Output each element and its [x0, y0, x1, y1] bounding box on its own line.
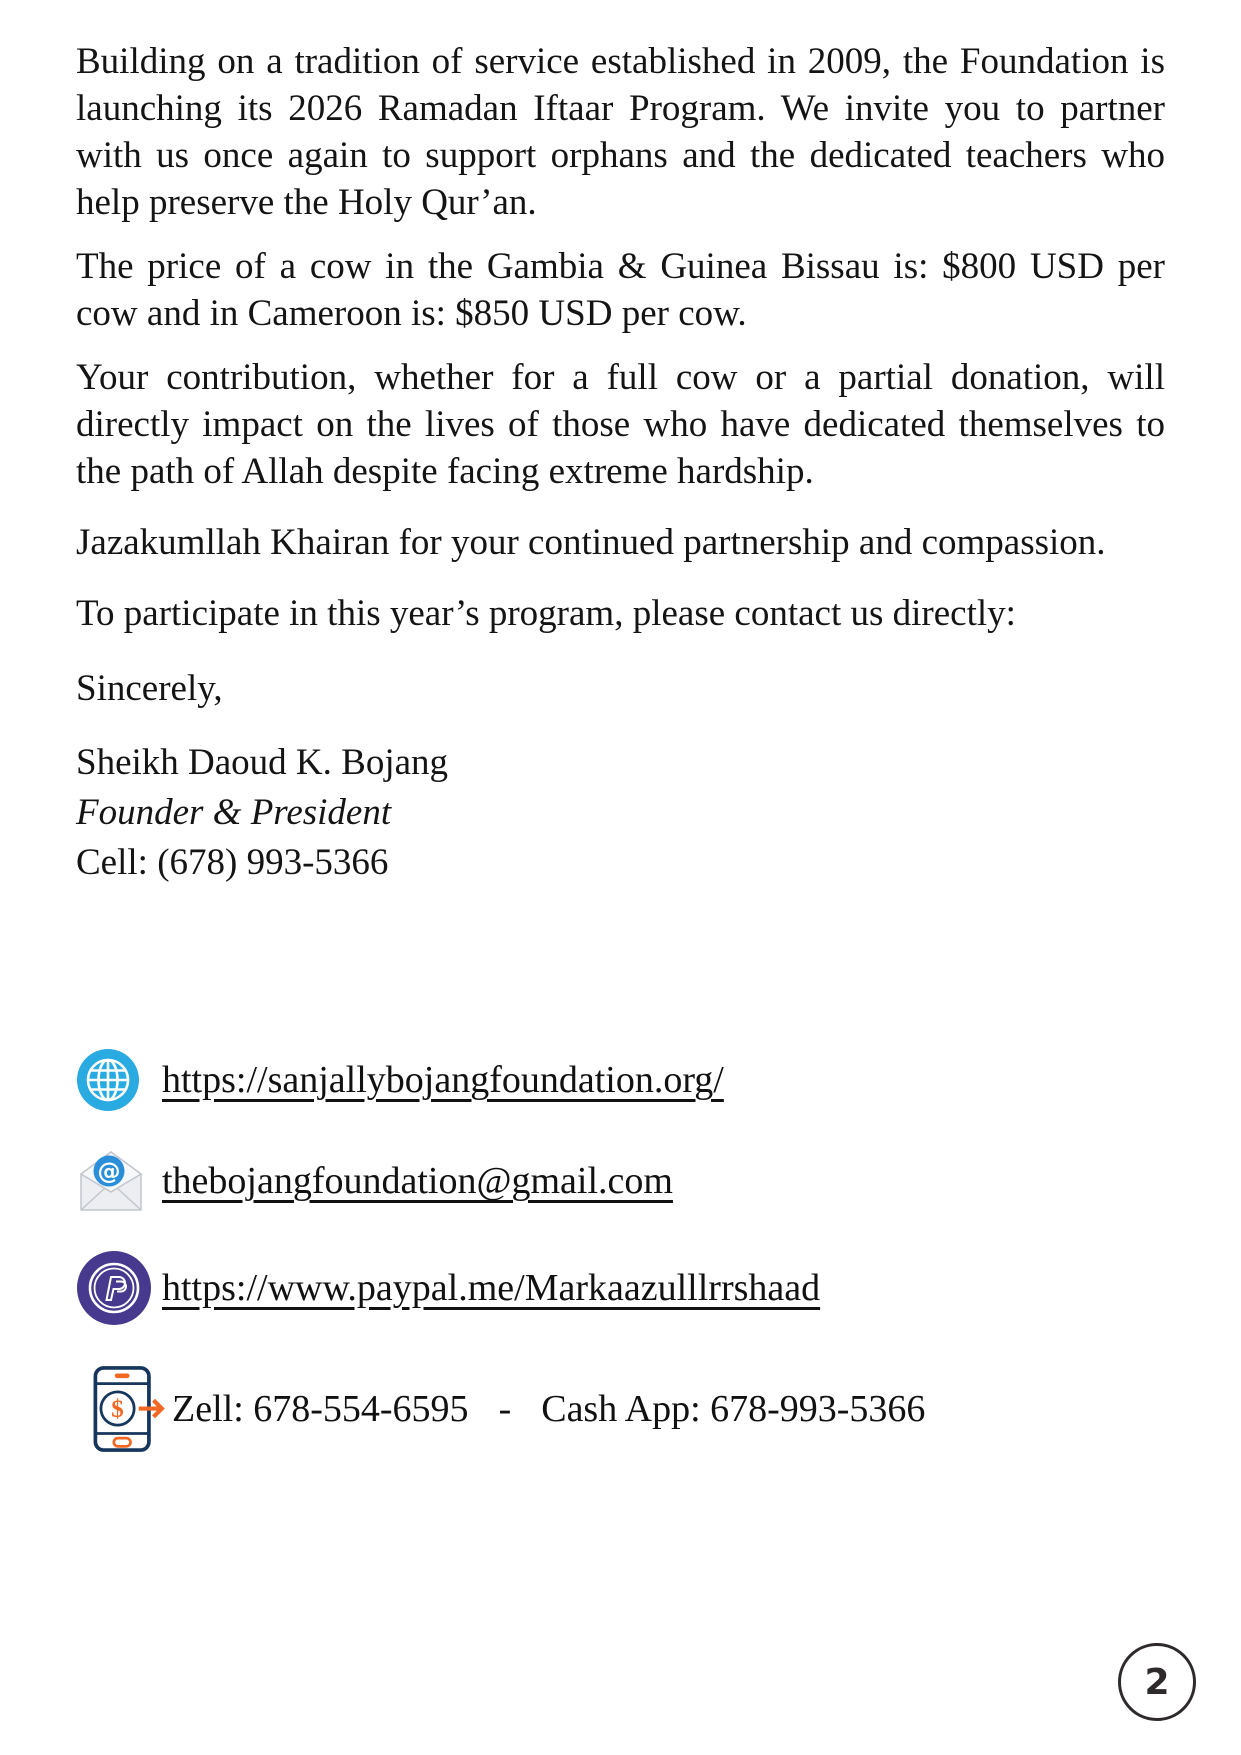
body-paragraph: The price of a cow in the Gambia & Guinea Bissau is: $800 USD per cow and in Cameroon is: $850 USD per cow.	[76, 246, 1165, 334]
page-number-value: 2	[1144, 1661, 1170, 1703]
payments-row	[76, 1362, 1165, 1456]
paypal-row	[76, 1250, 1165, 1326]
signature-cell: Cell: (678) 993-5366	[76, 842, 389, 883]
payments-separator: -	[498, 1388, 512, 1430]
body-paragraph: Jazakumllah Khairan for your continued partnership and compassion.	[76, 522, 1106, 563]
cashapp-number: Cash App: 678-993-5366	[541, 1388, 926, 1430]
body-paragraph: Your contribution, whether for a full cow or a partial donation, will directly impact on the lives of those who have dedicated themselves to the path of Allah despite facing extreme hardship.	[76, 357, 1165, 492]
website-row	[76, 1048, 1165, 1112]
page-number-badge	[1118, 1643, 1196, 1721]
body-paragraph: To participate in this year’s program, please contact us directly:	[76, 593, 1016, 634]
email-link[interactable]: thebojangfoundation@gmail.com	[162, 1160, 673, 1202]
body-paragraph: Building on a tradition of service established in 2009, the Foundation is launching its 2026 Ramadan Iftaar Program. We invite you to partner with us once again to support orphans and the dedicated teachers who help preserve the Holy Qur’an.	[76, 41, 1165, 223]
svg-text:@: @	[97, 1159, 121, 1185]
signature-title: Founder & President	[76, 792, 392, 833]
signature-name: Sheikh Daoud K. Bojang	[76, 742, 449, 783]
email-row	[76, 1148, 1165, 1214]
contact-list	[76, 1048, 1165, 1456]
svg-text:$: $	[111, 1395, 124, 1423]
paypal-icon	[76, 1250, 162, 1326]
email-at-icon	[76, 1148, 162, 1214]
payments-text	[172, 1387, 925, 1431]
paypal-link[interactable]: https://www.paypal.me/Markaazulllrrshaad	[162, 1267, 821, 1309]
zelle-phone-icon	[76, 1362, 172, 1456]
globe-icon	[76, 1048, 162, 1112]
signature-block	[76, 738, 1165, 888]
closing-salutation: Sincerely,	[76, 668, 223, 709]
zelle-number: Zell: 678-554-6595	[172, 1388, 469, 1430]
website-link[interactable]: https://sanjallybojangfoundation.org/	[162, 1059, 724, 1101]
